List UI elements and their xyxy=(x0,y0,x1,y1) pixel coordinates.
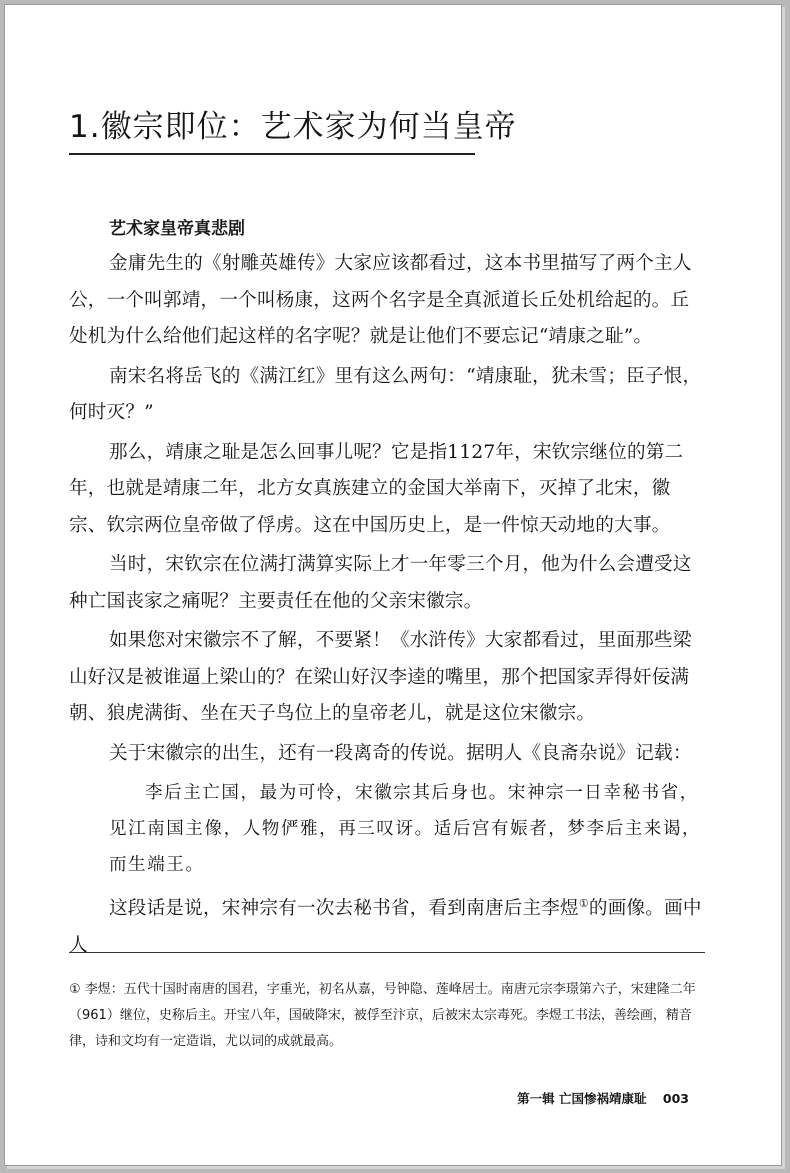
footnote-marker: ① xyxy=(578,897,589,910)
paragraph-7-text-after: 的画像。画中人 xyxy=(69,898,702,956)
paragraph-5: 如果您对宋徽宗不了解，不要紧！《水浒传》大家都看过，里面那些梁山好汉是被谁逼上梁山的？在梁山好汉李逵的嘴里，那个把国家弄得奸佞满朝、狼虎满街、坐在天子鸟位上的皇帝老儿，就是这位宋徽宗。 xyxy=(69,630,692,724)
running-footer xyxy=(517,1089,689,1107)
block-quote: 李后主亡国，最为可怜，宋徽宗其后身也。宋神宗一日幸秘书省，见江南国主像，人物俨雅，再三叹讶。适后宫有娠者，梦李后主来谒，而生端王。 xyxy=(109,783,702,875)
paragraph-6: 关于宋徽宗的出生，还有一段离奇的传说。据明人《良斋杂说》记载： xyxy=(109,742,692,764)
paragraph-3: 那么，靖康之耻是怎么回事儿呢？它是指1127年，宋钦宗继位的第二年，也就是靖康二年，北方女真族建立的金国大举南下，灭掉了北宋，徽宗、钦宗两位皇帝做了俘虏。这在中国历史上，是一件惊天动地的大事。 xyxy=(69,441,684,536)
paragraph-4: 当时，宋钦宗在位满打满算实际上才一年零三个月，他为什么会遭受这种亡国丧家之痛呢？主要责任在他的父亲宋徽宗。 xyxy=(69,554,692,612)
section-heading: 艺术家皇帝真悲剧 xyxy=(109,219,245,239)
footer-part: 第一辑 xyxy=(517,1091,555,1106)
title-underline xyxy=(69,153,475,155)
body-text xyxy=(69,246,705,967)
chapter-title: 1.徽宗即位：艺术家为何当皇帝 xyxy=(69,109,517,145)
footnote-divider xyxy=(69,952,705,953)
book-page xyxy=(4,4,782,1166)
footnote: ① 李煜：五代十国时南唐的国君，字重光，初名从嘉，号钟隐、莲峰居士。南唐元宗李璟第六子，宋建隆二年（961）继位，史称后主。开宝八年，国破降宋，被俘至汴京，后被宋太宗毒死。李煜工书法，善绘画，精音律，诗和文均有一定造诣，尤以词的成就最高。 xyxy=(69,982,696,1049)
paragraph-2: 南宋名将岳飞的《满江红》里有这么两句：“靖康耻，犹未雪；臣子恨，何时灭？” xyxy=(69,365,702,423)
paragraph-1: 金庸先生的《射雕英雄传》大家应该都看过，这本书里描写了两个主人公，一个叫郭靖，一个叫杨康，这两个名字是全真派道长丘处机给起的。丘处机为什么给他们起这样的名字呢？就是让他们不要忘记“靖康之耻”。 xyxy=(69,253,692,347)
page-number: 003 xyxy=(662,1091,689,1106)
paragraph-7-text-before: 这段话是说，宋神宗有一次去秘书省，看到南唐后主李煜 xyxy=(109,898,579,920)
footer-title: 亡国惨祸靖康耻 xyxy=(559,1091,647,1106)
